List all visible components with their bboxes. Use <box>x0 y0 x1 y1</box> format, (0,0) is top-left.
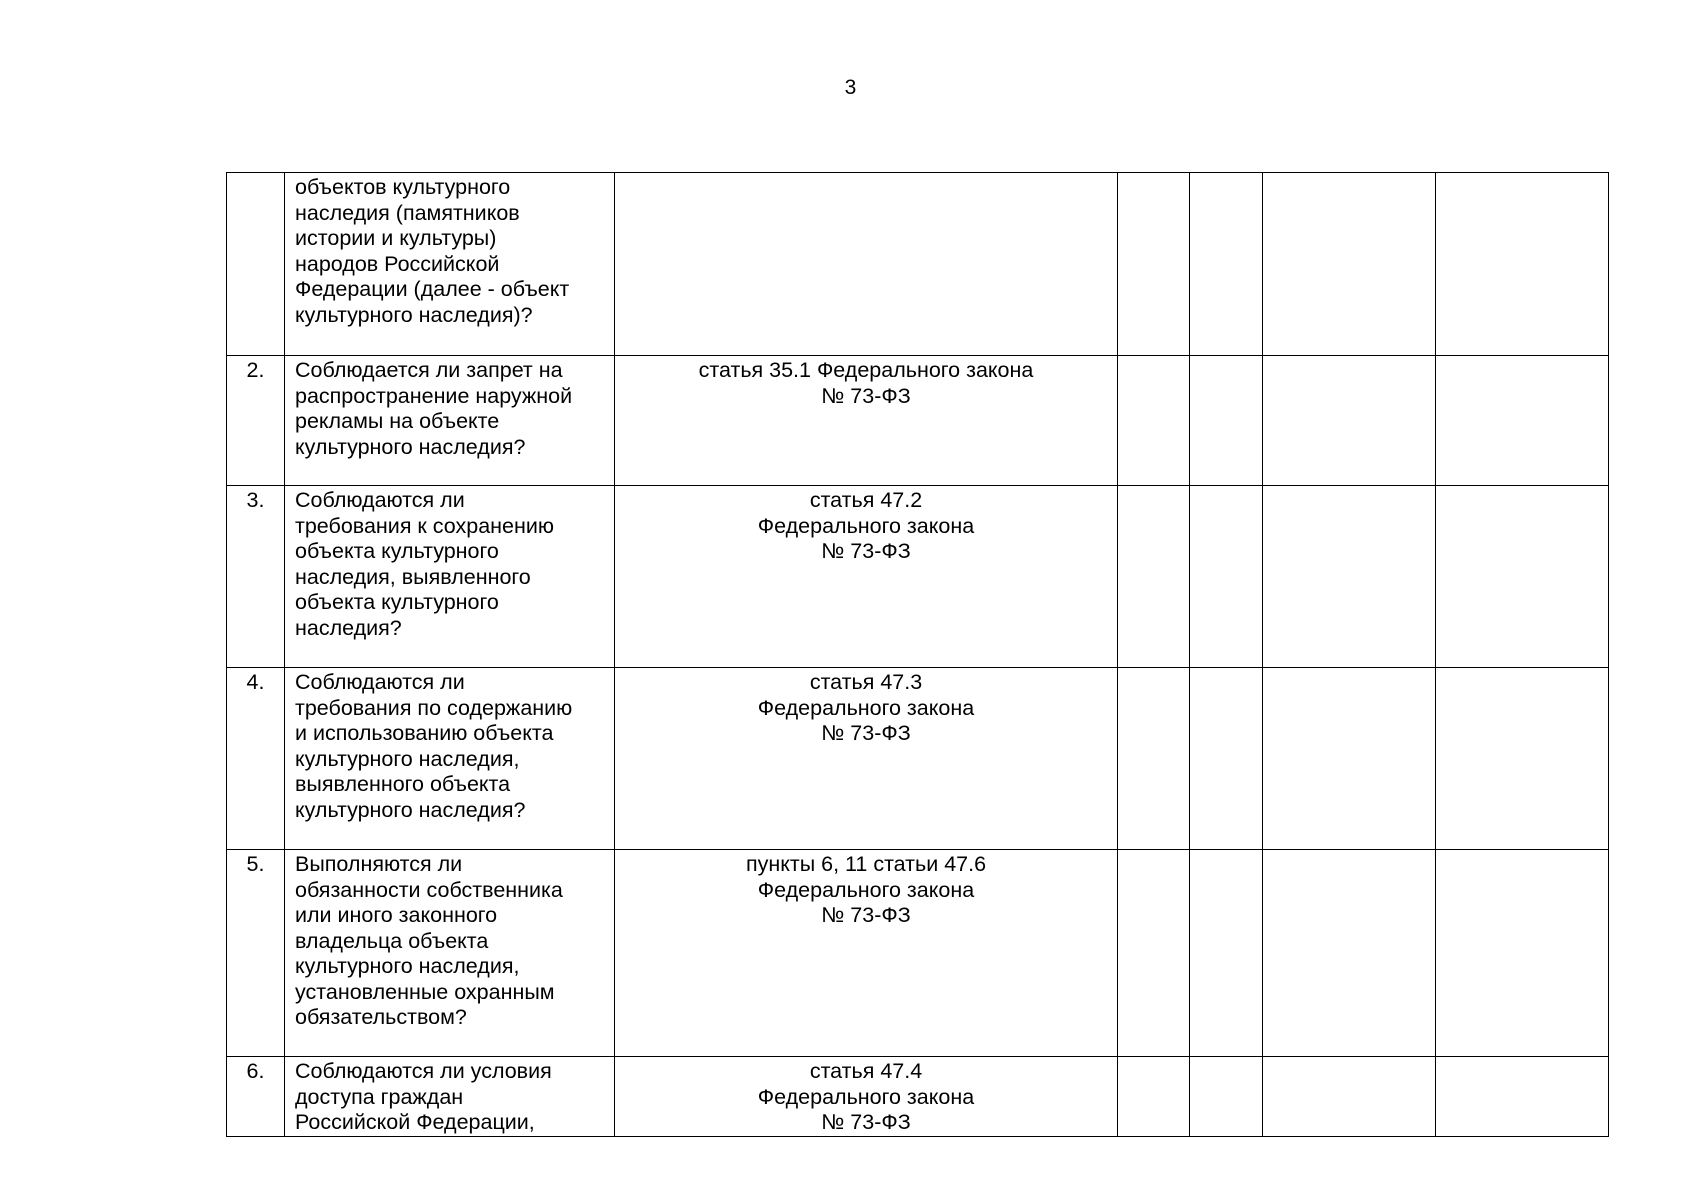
legal-basis-line: статья 47.2 <box>809 488 923 512</box>
legal-basis-line: пункты 6, 11 статьи 47.6 <box>745 852 987 876</box>
row-number-cell <box>227 173 285 356</box>
question-line: требования по содержанию <box>295 695 573 720</box>
legal-basis-line: статья 47.3 <box>809 670 923 694</box>
legal-basis-line: № 73-ФЗ <box>821 903 911 927</box>
table-row <box>227 486 1609 668</box>
legal-basis-cell <box>615 668 1118 850</box>
legal-basis-line: № 73-ФЗ <box>821 383 911 408</box>
table-row <box>227 173 1609 356</box>
question-cell <box>285 173 615 356</box>
table-row <box>227 356 1609 486</box>
question-cell <box>285 668 615 850</box>
question-line: Федерации (далее - объект <box>295 277 570 301</box>
legal-basis-cell <box>615 356 1118 486</box>
question-line: культурного наследия, <box>295 954 520 978</box>
question-cell <box>285 486 615 668</box>
question-line: и использованию объекта <box>295 721 554 745</box>
answer-no-cell <box>1190 850 1263 1057</box>
legal-basis-cell <box>615 1057 1118 1137</box>
question-line: культурного наследия, <box>295 746 520 771</box>
answer-no-cell <box>1190 356 1263 486</box>
question-line: требования к сохранению <box>295 513 555 538</box>
question-line: Выполняются ли <box>295 852 463 876</box>
answer-no-cell <box>1190 173 1263 356</box>
question-cell <box>285 356 615 486</box>
question-line: выявленного объекта <box>295 772 511 796</box>
row-number-cell <box>227 1057 285 1137</box>
answer-yes-cell <box>1118 668 1190 850</box>
legal-basis-line: № 73-ФЗ <box>821 539 911 563</box>
question-line: истории и культуры) <box>295 226 497 250</box>
question-cell <box>285 850 615 1057</box>
question-line: обязанности собственника <box>295 877 563 902</box>
question-line: народов Российской <box>295 251 500 276</box>
answer-na-cell <box>1263 356 1436 486</box>
table-row <box>227 1057 1609 1137</box>
legal-basis-line: Федерального закона <box>757 877 975 902</box>
question-line: культурного наследия? <box>295 797 526 822</box>
note-cell <box>1436 486 1609 668</box>
row-number: 3. <box>246 488 265 512</box>
row-number-cell <box>227 850 285 1057</box>
question-line: обязательством? <box>295 1005 467 1029</box>
answer-no-cell <box>1190 486 1263 668</box>
checklist-table-body <box>227 173 1609 1137</box>
legal-basis-line: статья 35.1 Федерального закона <box>698 358 1034 382</box>
answer-yes-cell <box>1118 486 1190 668</box>
table-row <box>227 850 1609 1057</box>
answer-na-cell <box>1263 486 1436 668</box>
row-number: 2. <box>246 358 265 382</box>
legal-basis-line: Федерального закона <box>757 513 975 538</box>
question-line: наследия (памятников <box>295 200 520 225</box>
legal-basis-line: Федерального закона <box>757 1084 975 1109</box>
answer-na-cell <box>1263 850 1436 1057</box>
answer-yes-cell <box>1118 850 1190 1057</box>
question-line: наследия, выявленного <box>295 564 531 589</box>
question-line: рекламы на объекте <box>295 409 500 433</box>
question-line: культурного наследия)? <box>295 302 533 327</box>
row-number-cell <box>227 486 285 668</box>
question-line: владельца объекта <box>295 928 489 953</box>
answer-no-cell <box>1190 668 1263 850</box>
note-cell <box>1436 356 1609 486</box>
question-line: культурного наследия? <box>295 434 526 459</box>
legal-basis-line: статья 47.4 <box>809 1059 923 1083</box>
question-line: доступа граждан <box>295 1084 464 1109</box>
question-line: или иного законного <box>295 903 498 927</box>
answer-no-cell <box>1190 1057 1263 1137</box>
page-number-text: 3 <box>844 76 857 99</box>
answer-na-cell <box>1263 173 1436 356</box>
answer-yes-cell <box>1118 1057 1190 1137</box>
question-line: объекта культурного <box>295 590 499 614</box>
row-number: 4. <box>246 670 265 694</box>
table-row <box>227 668 1609 850</box>
checklist-table <box>226 172 1609 1137</box>
note-cell <box>1436 850 1609 1057</box>
question-line: Соблюдаются ли <box>295 488 465 512</box>
question-line: установленные охранным <box>295 979 555 1004</box>
answer-yes-cell <box>1118 173 1190 356</box>
note-cell <box>1436 173 1609 356</box>
question-line: Соблюдается ли запрет на <box>295 358 563 382</box>
legal-basis-line: № 73-ФЗ <box>821 1110 911 1134</box>
question-line: Соблюдаются ли условия <box>295 1059 552 1083</box>
question-line: объектов культурного <box>295 175 511 199</box>
answer-na-cell <box>1263 668 1436 850</box>
legal-basis-cell <box>615 850 1118 1057</box>
question-line: наследия? <box>295 615 402 640</box>
answer-yes-cell <box>1118 356 1190 486</box>
answer-na-cell <box>1263 1057 1436 1137</box>
legal-basis-line: Федерального закона <box>757 695 975 720</box>
note-cell <box>1436 1057 1609 1137</box>
question-line: Соблюдаются ли <box>295 670 465 694</box>
row-number: 6. <box>246 1059 265 1083</box>
page-number <box>0 76 1697 100</box>
legal-basis-cell <box>615 173 1118 356</box>
question-line: Российской Федерации, <box>295 1110 535 1134</box>
row-number-cell <box>227 356 285 486</box>
row-number-cell <box>227 668 285 850</box>
row-number: 5. <box>246 852 265 876</box>
legal-basis-cell <box>615 486 1118 668</box>
question-cell <box>285 1057 615 1137</box>
note-cell <box>1436 668 1609 850</box>
legal-basis-line: № 73-ФЗ <box>821 721 911 745</box>
question-line: объекта культурного <box>295 539 499 563</box>
question-line: распространение наружной <box>295 383 573 408</box>
